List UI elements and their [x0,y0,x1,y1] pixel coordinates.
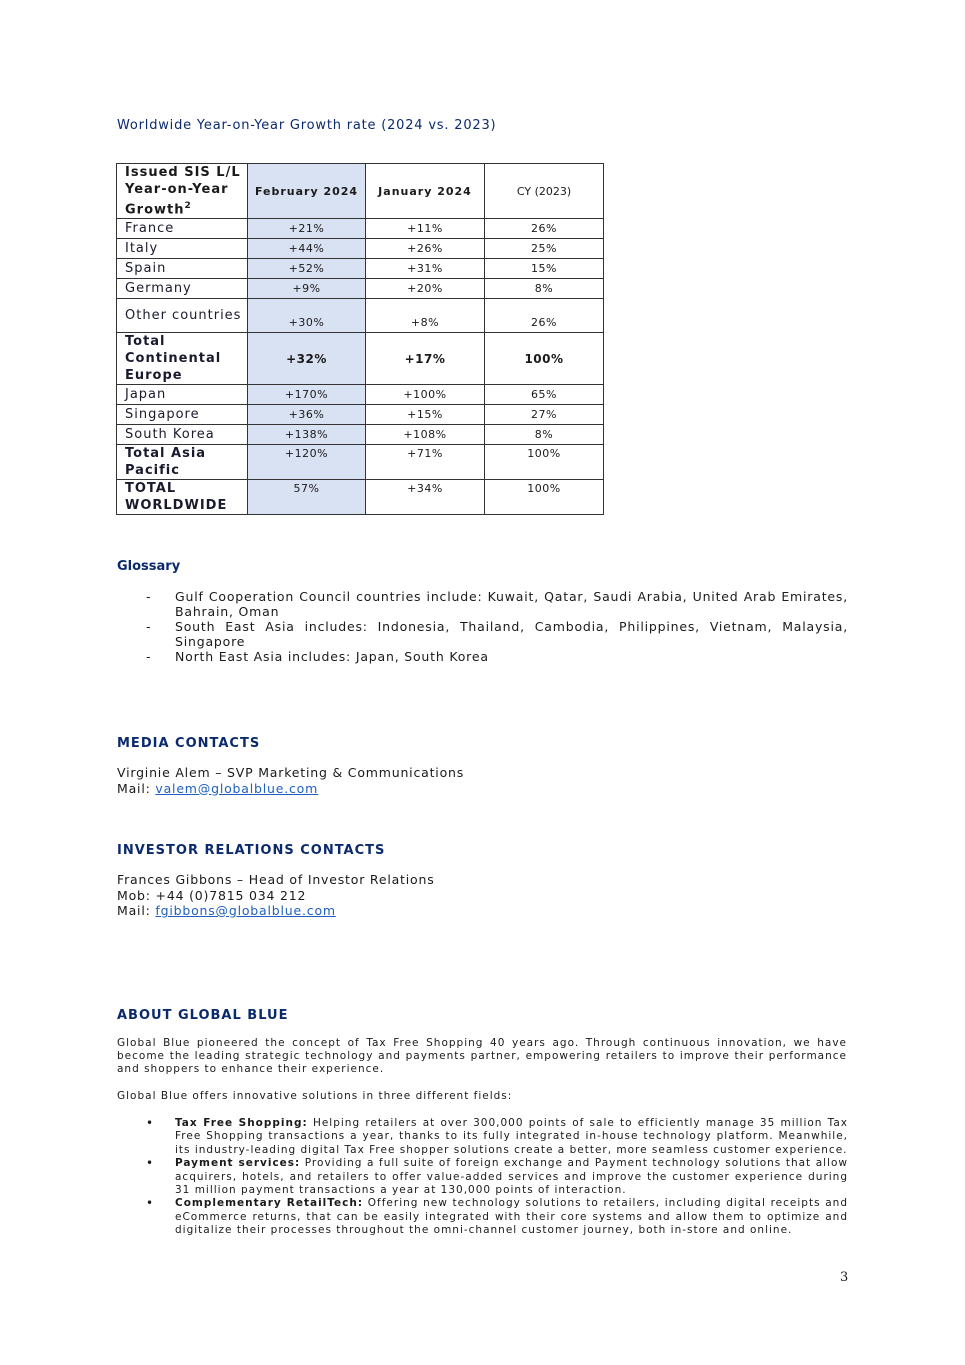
cell-cy: 100% [485,445,604,480]
investor-contact-mob: Mob: +44 (0)7815 034 212 [117,887,307,903]
cell-jan: +15% [366,405,485,425]
cell-feb: +52% [248,259,366,279]
table-row [117,405,604,425]
about-bullet: • Payment services: Providing a full suite of foreign exchange and Payment technology solutions that allow acquirers, hotels, and retailers to offer value-added services and improve the customer experience during 31 million payment transactions a year at 130,000 points of interaction. [146,1157,848,1197]
row-label: Italy [117,239,248,259]
about-bullet-list [146,1117,848,1238]
cell-feb: +32% [248,333,366,385]
about-bullet: • Tax Free Shopping: Helping retailers at over 300,000 points of sale to efficiently manage 35 million Tax Free Shopping transactions a year, thanks to its fully integrated in-house technology platform. Meanwhile, its industry-leading digital Tax Free shopper solutions create a better, more seamless customer experience. [146,1117,848,1157]
investor-contact [117,872,435,919]
table-row [117,259,604,279]
cell-cy: 26% [485,299,604,333]
glossary-item: - South East Asia includes: Indonesia, Thailand, Cambodia, Philippines, Vietnam, Malaysia, Singapore [146,619,848,649]
investor-contact-mail-line: Mail: fgibbons@globalblue.com [117,903,336,918]
cell-jan: +71% [366,445,485,480]
table-row-subtotal [117,445,604,480]
growth-table [116,163,604,515]
cell-jan: +108% [366,425,485,445]
table-header-jan: January 2024 [366,164,485,219]
cell-feb: +44% [248,239,366,259]
table-row-total [117,480,604,515]
cell-cy: 100% [485,333,604,385]
row-label: Singapore [117,405,248,425]
growth-section-title: Worldwide Year-on-Year Growth rate (2024 vs. 2023) [117,118,497,133]
row-label: Total Asia Pacific [117,445,248,480]
row-label: Total Continental Europe [117,333,248,385]
page-number: 3 [840,1270,849,1285]
table-row-subtotal [117,333,604,385]
investor-contact-name: Frances Gibbons – Head of Investor Relations [117,872,435,887]
cell-cy: 15% [485,259,604,279]
media-mail-link[interactable]: valem@globalblue.com [155,780,319,796]
cell-jan: +26% [366,239,485,259]
cell-feb: +36% [248,405,366,425]
cell-cy: 26% [485,219,604,239]
table-row [117,279,604,299]
cell-cy: 8% [485,279,604,299]
cell-feb: +30% [248,299,366,333]
media-contact-mail-line: Mail: valem@globalblue.com [117,780,319,796]
cell-jan: +31% [366,259,485,279]
table-row [117,239,604,259]
table-header-row [117,164,604,219]
row-label: Germany [117,279,248,299]
cell-feb: 57% [248,480,366,515]
cell-cy: 100% [485,480,604,515]
table-row [117,219,604,239]
row-label: Japan [117,385,248,405]
glossary-item: - North East Asia includes: Japan, South Korea [146,649,848,664]
about-paragraph-2: Global Blue offers innovative solutions in three different fields: [117,1090,513,1102]
glossary-item: - Gulf Cooperation Council countries include: Kuwait, Qatar, Saudi Arabia, United Arab Emirates, Bahrain, Oman [146,589,848,619]
about-paragraph-1: Global Blue pioneered the concept of Tax Free Shopping 40 years ago. Through continuous innovation, we have become the leading strategic technology and payments partner, empowering retailers to improve their performance and shoppers to enhance their experience. [117,1037,847,1076]
table-header-feb: February 2024 [248,164,366,219]
table-row [117,425,604,445]
cell-jan: +34% [366,480,485,515]
table-row [117,385,604,405]
cell-jan: +100% [366,385,485,405]
media-contact [117,765,464,796]
row-label: Other countries [117,299,248,333]
table-row [117,299,604,333]
cell-cy: 8% [485,425,604,445]
investor-contacts-title: INVESTOR RELATIONS CONTACTS [117,843,386,858]
cell-jan: +11% [366,219,485,239]
table-header-cy: CY (2023) [485,164,604,219]
cell-jan: +8% [366,299,485,333]
glossary-title: Glossary [117,559,181,574]
cell-cy: 65% [485,385,604,405]
cell-feb: +9% [248,279,366,299]
media-contacts-title: MEDIA CONTACTS [117,736,261,751]
glossary-list [146,589,848,664]
row-label: South Korea [117,425,248,445]
about-title: ABOUT GLOBAL BLUE [117,1008,289,1023]
table-header-label: Issued SIS L/L Year-on-Year Growth$^2$ [117,164,248,219]
cell-cy: 25% [485,239,604,259]
row-label: France [117,219,248,239]
row-label: Spain [117,259,248,279]
cell-feb: +21% [248,219,366,239]
cell-feb: +120% [248,445,366,480]
cell-feb: +170% [248,385,366,405]
media-contact-name: Virginie Alem – SVP Marketing & Communications [117,765,465,780]
cell-jan: +20% [366,279,485,299]
row-label: TOTAL WORLDWIDE [117,480,248,515]
cell-jan: +17% [366,333,485,385]
about-bullet: • Complementary RetailTech: Offering new technology solutions to retailers, including digital receipts and eCommerce returns, that can be easily integrated with their core systems and allow them to optimize and digitalize their processes throughout the omni-channel customer journey, both in-store and online. [146,1197,848,1237]
cell-feb: +138% [248,425,366,445]
investor-mail-link[interactable]: fgibbons@globalblue.com [155,903,336,918]
cell-cy: 27% [485,405,604,425]
